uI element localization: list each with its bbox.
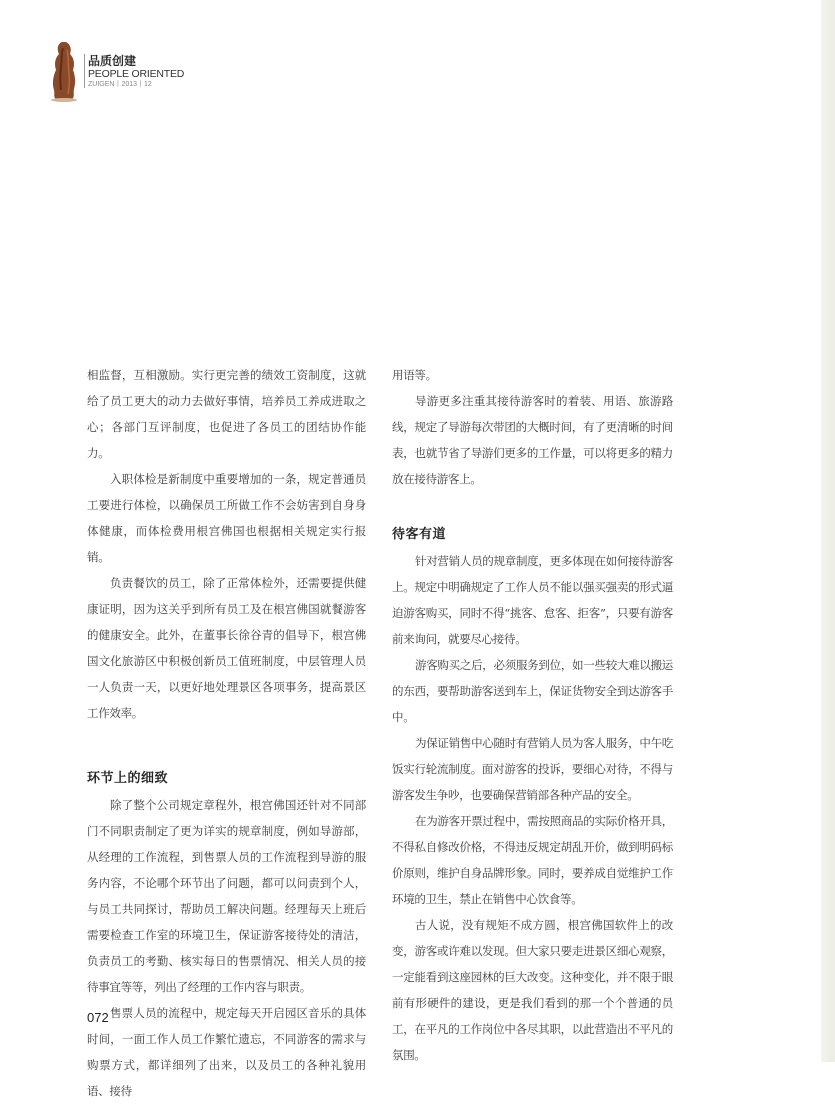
paragraph: 针对营销人员的规章制度，更多体现在如何接待游客上。规定中明确规定了工作人员不能以强买强卖的形式逼迫游客购买，同时不得“挑客、怠客、拒客”，只要有游客前来询问，就要尽心接待。 xyxy=(392,554,673,646)
paragraph: 相监督，互相激励。实行更完善的绩效工资制度，这就给了员工更大的动力去做好事情，培养员工养成进取之心；各部门互评制度，也促进了各员工的团结协作能力。 xyxy=(87,368,366,460)
paragraph: 用语等。 xyxy=(392,368,437,382)
header-title-en: PEOPLE ORIENTED xyxy=(88,68,185,80)
paragraph: 售票人员的流程中，规定每天开启园区音乐的具体时间，一面工作人员工作繁忙遗忘，不同游客的需求与购票方式，都详细列了出来，以及员工的各种礼貌用语、接待 xyxy=(87,1006,366,1098)
right-column xyxy=(392,362,673,1068)
paragraph: 游客购买之后，必须服务到位，如一些较大难以搬运的东西，要帮助游客送到车上，保证货物安全到达游客手中。 xyxy=(392,658,673,724)
header-subtitle: ZUIGEN丨2013丨12 xyxy=(88,81,152,88)
paragraph: 为保证销售中心随时有营销人员为客人服务，中午吃饭实行轮流制度。面对游客的投诉，要细心对待，不得与游客发生争吵，也要确保营销部各种产品的安全。 xyxy=(392,736,673,802)
header-title-cn: 品质创建 xyxy=(88,54,137,68)
paragraph: 入职体检是新制度中重要增加的一条，规定普通员工要进行体检，以确保员工所做工作不会妨害到自身身体健康，而体检费用根宫佛国也根据相关规定实行报销。 xyxy=(87,472,366,564)
left-column xyxy=(87,362,366,1104)
paragraph: 古人说，没有规矩不成方圆，根宫佛国软件上的改变，游客或许难以发现。但大家只要走进景区细心观察，一定能看到这座园林的巨大改变。这种变化，并不限于眼前有形硬件的建设，更是我们看到的那一个个普通的员工，在平凡的工作岗位中各尽其职，以此营造出不平凡的氛围。 xyxy=(392,918,673,1062)
paragraph: 除了整个公司规定章程外，根宫佛国还针对不同部门不同职责制定了更为详实的规章制度，例如导游部，从经理的工作流程，到售票人员的工作流程到导游的服务内容，不论哪个环节出了问题，都可以问责到个人，与员工共同探讨，帮助员工解决问题。经理每天上班后需要检查工作室的环境卫生，保证游客接待处的清洁，负责员工的考勤、核实每日的售票情况、相关人员的接待事宜等等，列出了经理的工作内容与职责。 xyxy=(87,798,366,994)
paragraph: 导游更多注重其接待游客时的着装、用语、旅游路线，规定了导游每次带团的大概时间，有了更清晰的时间表，也就节省了导游们更多的工作量，可以将更多的精力放在接待游客上。 xyxy=(392,394,673,486)
paragraph: 负责餐饮的员工，除了正常体检外，还需要提供健康证明，因为这关乎到所有员工及在根宫佛国就餐游客的健康安全。此外，在董事长徐谷青的倡导下，根宫佛国文化旅游区中积极创新员工值班制度，中层管理人员一人负责一天，以更好地处理景区各项事务，提高景区工作效率。 xyxy=(87,576,366,720)
section-heading: 环节上的细致 xyxy=(87,771,169,786)
root-carving-logo-icon xyxy=(48,40,80,102)
paragraph: 在为游客开票过程中，需按照商品的实际价格开具，不得私自修改价格，不得违反规定胡乱开价，做到明码标价原则，维护自身品牌形象。同时，要养成自觉维护工作环境的卫生，禁止在销售中心饮食等。 xyxy=(392,814,673,906)
header-text-block xyxy=(88,54,184,89)
header-divider xyxy=(84,54,85,88)
page-edge-strip xyxy=(821,0,835,1062)
section-heading: 待客有道 xyxy=(392,527,447,542)
page-number: 072 xyxy=(87,1010,109,1025)
